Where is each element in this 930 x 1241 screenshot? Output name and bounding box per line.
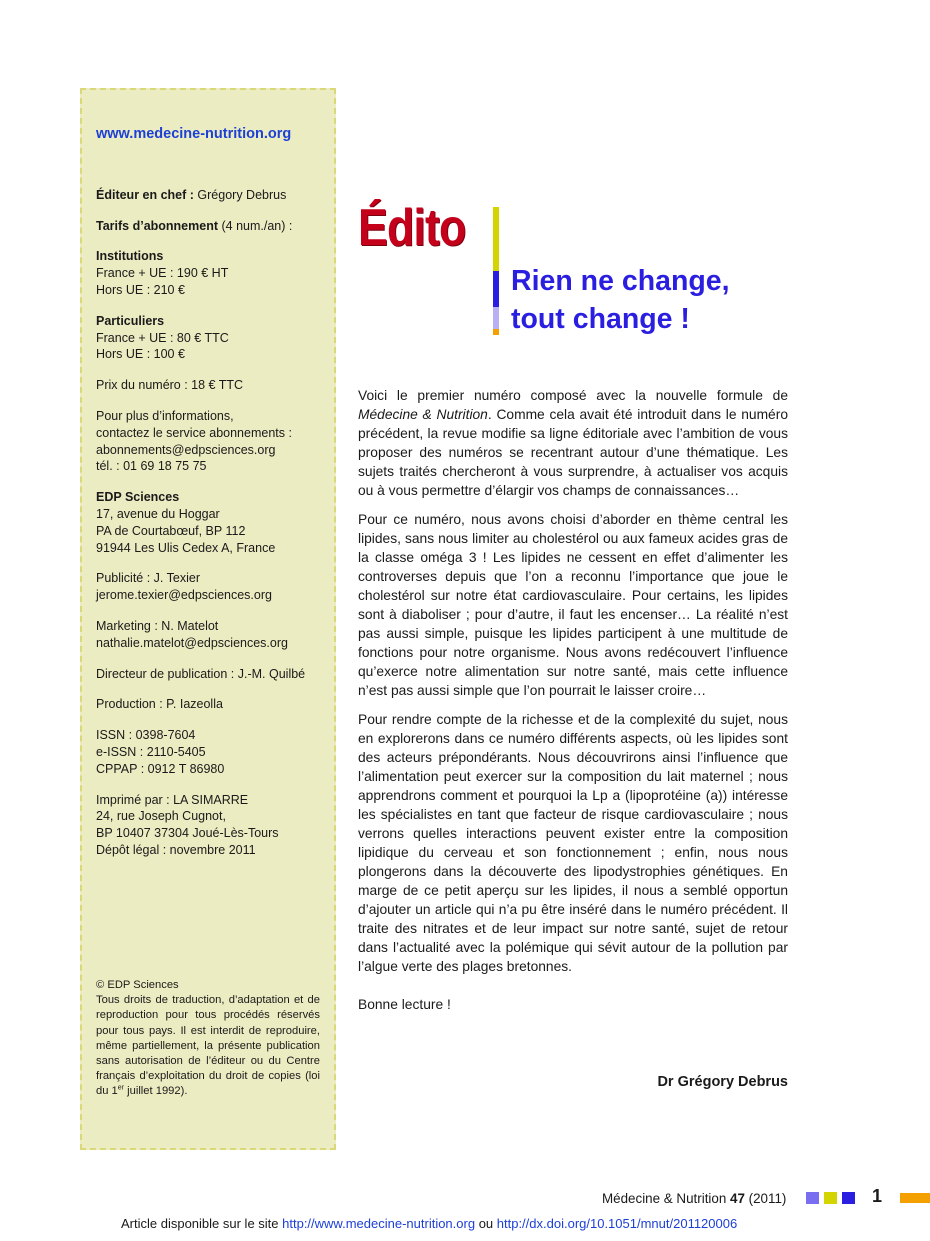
copyright-text [96,994,320,1097]
subscription-contact [96,408,320,475]
journal-year: (2011) [744,1191,787,1206]
editor-name: Grégory Debrus [193,187,287,202]
advertising-contact [96,570,320,604]
footer-orange-bar [900,1193,930,1203]
e-issn: e-ISSN : 2110-5405 [96,744,206,759]
journal-volume: 47 [730,1191,745,1206]
journal-name: Médecine & Nutrition [358,407,488,422]
issue-price: Prix du numéro : 18 € TTC [96,378,244,393]
headline-line-2: tout change ! [511,303,690,335]
editor-in-chief [96,187,320,204]
copyright-notice [96,978,320,1100]
individuals-rates [96,313,320,363]
institutions-rates [96,248,320,298]
publisher-address-line-2: PA de Courtabœuf, BP 112 [96,523,246,538]
advertising-name: Publicité : J. Texier [96,571,200,586]
footer-square-yellow [824,1192,837,1204]
individuals-eu-price: France + UE : 80 € TTC [96,330,229,345]
info-line-2: contactez le service abonnements : [96,425,292,440]
headline-line-1: Rien ne change, [511,265,730,297]
publisher-name: EDP Sciences [96,490,180,505]
copyright-text-main: Tous droits de traduction, d’adaptation et de reproduction pour tous procédés réservés pour tous pays. Il est interdit de reproduire, même partiellement, la présente publication sans autorisation de l’éditeur ou du Centre français d’exploitation du droit de copies (loi du 1 [96,994,320,1098]
journal-reference [602,1191,786,1206]
paragraph-1 [358,386,788,500]
marketing-contact [96,618,320,652]
copyright-text-end: juillet 1992). [124,1085,188,1098]
subscription-note: (4 num./an) : [218,218,293,233]
journal-title: Médecine & Nutrition [602,1191,731,1206]
section-title: Édito [358,199,466,257]
copyright-line: © EDP Sciences [96,979,179,991]
printer-info [96,792,320,859]
doi-link[interactable]: http://dx.doi.org/10.1051/mnut/201120006 [496,1216,738,1231]
individuals-non-eu-price: Hors UE : 100 € [96,347,185,362]
cppap: CPPAP : 0912 T 86980 [96,761,225,776]
subscription-phone: tél. : 01 69 18 75 75 [96,459,207,474]
issn: ISSN : 0398-7604 [96,728,196,743]
institutions-non-eu-price: Hors UE : 210 € [96,282,185,297]
availability-notice [121,1216,737,1231]
advertising-email[interactable]: jerome.texier@edpsciences.org [96,588,272,603]
subscription-email[interactable]: abonnements@edpsciences.org [96,442,276,457]
legal-deposit: Dépôt légal : novembre 2011 [96,842,256,857]
paragraph-2: Pour ce numéro, nous avons choisi d’aborder en thème central les lipides, sans nous limiter au cholestérol ou aux fameux acides gras de la classe oméga 3 ! Les lipides ne cessent en effet d’alimenter les controverses depuis que l’on a reconnu l’importance que joue le cholestérol sur notre état cardiovasculaire. Pour certains, les lipides sont à diaboliser ; pour d’autre, il faut les encenser… La réalité n’est pas aussi simple, puisque les lipides participent à une multitude de fonctions pour notre organisme. Nous avons redécouvert l’influence qu’exerce notre alimentation sur notre santé, mais cette influence n’est pas aussi simple que l’on pourrait le laisser croire… [358,512,788,698]
info-line-1: Pour plus d’informations, [96,408,234,423]
editorial-headline [511,262,730,338]
author-signature: Dr Grégory Debrus [657,1074,788,1090]
accent-bar-orange [493,329,499,335]
accent-bar-lavender [493,307,499,329]
site-link[interactable]: http://www.medecine-nutrition.org [282,1216,476,1231]
publisher-address-line-1: 17, avenue du Hoggar [96,506,220,521]
page-number: 1 [872,1186,883,1206]
printer-address-line-1: 24, rue Joseph Cugnot, [96,809,226,824]
accent-bar-blue [493,271,499,307]
individuals-heading: Particuliers [96,313,165,328]
editor-label: Éditeur en chef : [96,187,194,202]
paragraph-3: Pour rendre compte de la richesse et de la complexité du sujet, nous en explorerons dans ce numéro différents aspects, où les lipides sont des acteurs prépondérants. Nous découvrirons ainsi l’influence que l’alimentation peut exercer sur la composition du lait maternel ; nous apprendrons comment et pourquoi la Lp a (lipoprotéine (a)) intéresse les spécialistes en tant que facteur de risque cardiovasculaire ; nous verrons quelles interactions peuvent exister entre la composition lipidique du cerveau et son fonctionnement ; enfin, nous nous plongerons dans la découverte des lipodystrophies génétiques. En marge de ce petit aperçu sur les lipides, il nous a semblé opportun d’ajouter un article qui n’a pu être inséré dans le numéro précédent. Il traite des nitrates et de leur impact sur notre santé, sujet de retour dans l’actualité avec la polémique qui sévit autour de la pollution par l’algue verte des plages bretonnes. [358,712,788,974]
institutions-heading: Institutions [96,249,164,264]
marketing-name: Marketing : N. Matelot [96,618,219,633]
paragraph-1-end: . Comme cela avait été introduit dans le numéro précédent, la revue modifie sa ligne éditoriale avec l’ambition de vous proposer des numéros se recentrant autour d’une thématique. Les sujets traités chercheront à vous surprendre, à actualiser vos acquis ou à vous permettre d’élargir vos champs de connaissances… [358,407,788,498]
accent-bar-yellow [493,207,499,271]
footer-square-lavender [806,1192,819,1204]
printer-address-line-2: BP 10407 37304 Joué-Lès-Tours [96,826,279,841]
paragraph-1-start: Voici le premier numéro composé avec la nouvelle formule de [358,388,788,403]
institutions-eu-price: France + UE : 190 € HT [96,266,229,281]
availability-or: ou [475,1216,497,1231]
copyright-superscript: er [117,1084,125,1092]
subscription-rates [96,218,320,235]
availability-prefix: Article disponible sur le site [121,1216,283,1231]
publisher-address [96,489,320,556]
subscription-label: Tarifs d’abonnement [96,218,219,233]
masthead-sidebar [80,88,336,1150]
publisher-address-line-3: 91944 Les Ulis Cedex A, France [96,540,276,555]
publication-director: Directeur de publication : J.-M. Quilbé [96,666,306,681]
closing-line: Bonne lecture ! [358,997,451,1012]
production-credit: Production : P. Iazeolla [96,697,223,712]
website-link[interactable]: www.medecine-nutrition.org [96,126,292,142]
printer-name: Imprimé par : LA SIMARRE [96,792,249,807]
editorial-body [358,386,788,986]
identifiers [96,727,320,777]
footer-square-blue [842,1192,855,1204]
marketing-email[interactable]: nathalie.matelot@edpsciences.org [96,635,288,650]
